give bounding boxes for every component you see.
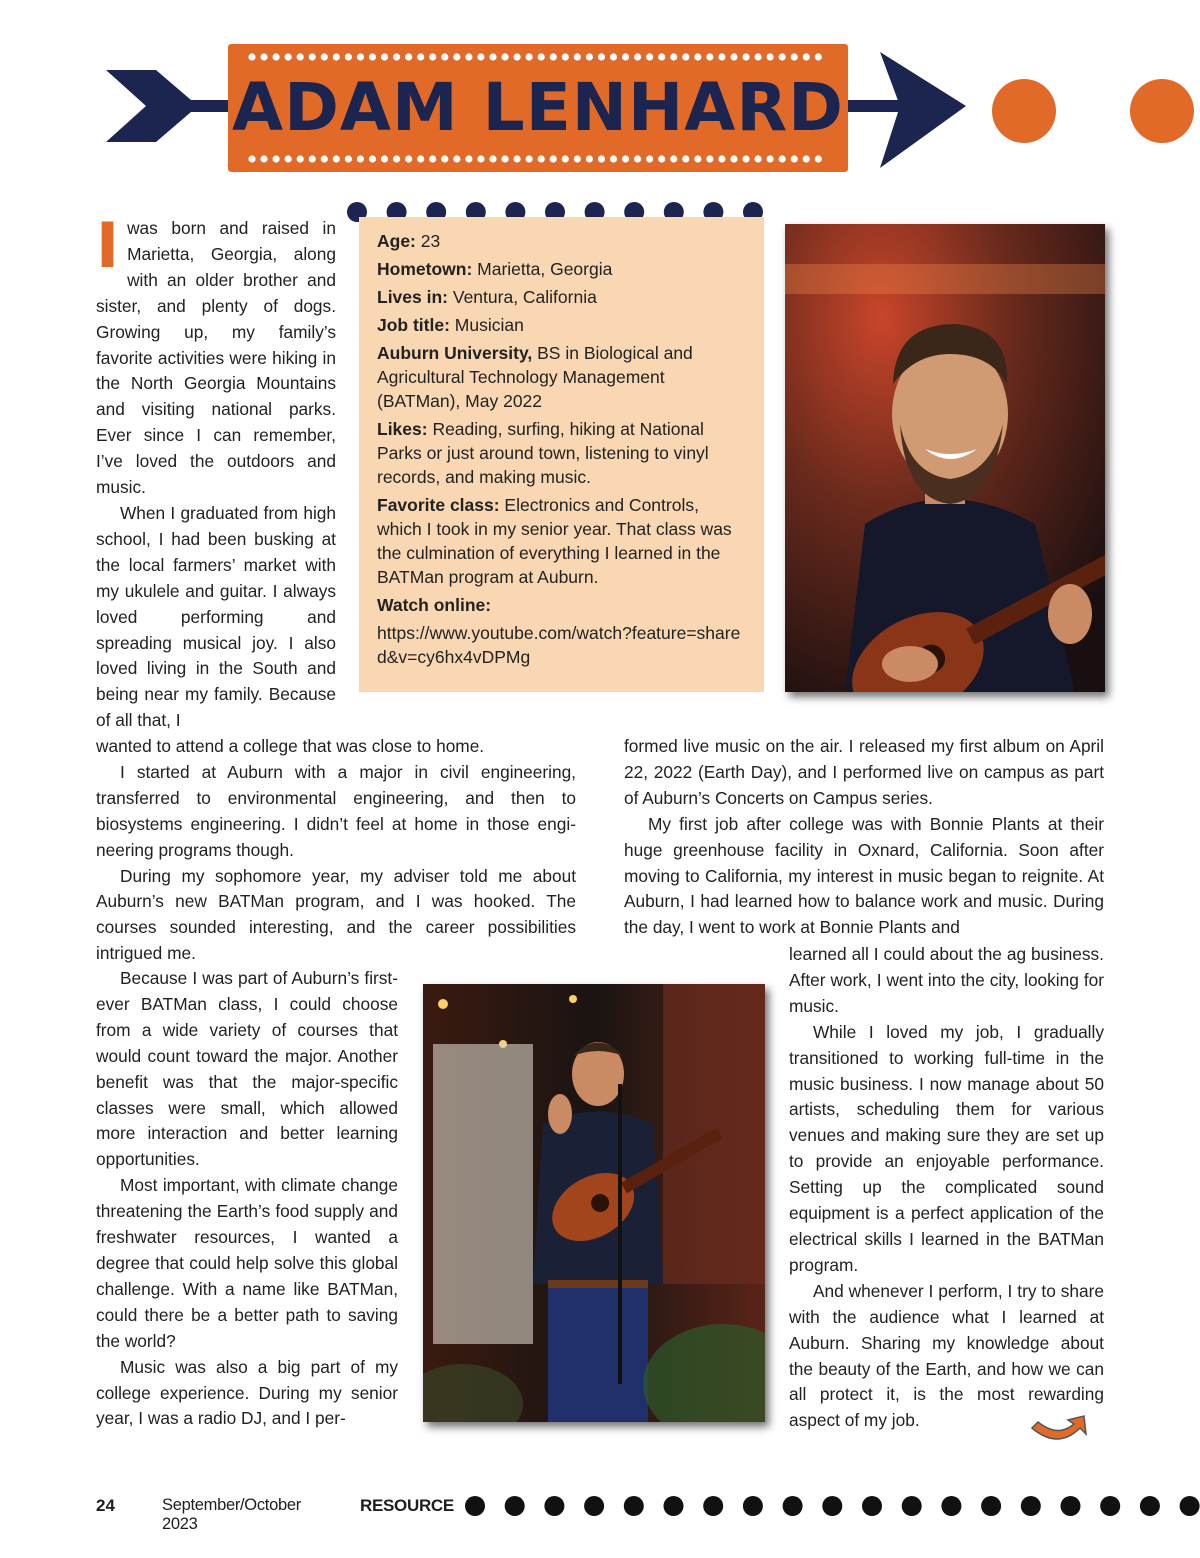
paragraph: learned all I could about the ag business. After work, I went into the city, looking for music. bbox=[789, 944, 1104, 1016]
issue-date: September/October 2023 bbox=[162, 1496, 301, 1533]
performance-photo bbox=[423, 984, 765, 1422]
banner-dots bbox=[246, 154, 830, 164]
paragraph: formed live music on the air. I released my first album on April 22, 2022 (Earth Day), and I performed live on campus as part of Auburn’s Concerts on Campus series. bbox=[624, 736, 1104, 808]
paragraph: Because I was part of Auburn’s first-ever BATMan class, I could choose from a wide variety of courses that would count toward the major. Another benefit was that the major-specific classes were small, which allowed more interaction and better learning opportunities. bbox=[96, 968, 398, 1170]
left-column-wide bbox=[96, 734, 576, 967]
info-watch-online: Watch online: bbox=[377, 595, 492, 615]
info-age: Age: 23 bbox=[377, 231, 441, 251]
info-favorite-class: Favorite class: Electronics and Controls, which I took in my senior year. That class was the culmination of everything I learned in the BATMan program at Auburn. bbox=[377, 495, 732, 587]
left-column-narrow bbox=[96, 966, 398, 1432]
info-lives-in: Lives in: Ventura, California bbox=[377, 287, 597, 307]
paragraph: Most important, with climate change threatening the Earth’s food supply and freshwater resources, I wanted a degree that could help solve this global challenge. With a name like BATMan, could there be a better path to saving the world? bbox=[96, 1175, 398, 1351]
paragraph: wanted to attend a college that was close to home. bbox=[96, 736, 485, 756]
intro-paragraph: When I graduated from high school, I had been busking at the local farmers’ market with my ukulele and guitar. I always loved performing and spreading musical joy. I also loved living in the South and being near my family. Because of all that, I bbox=[96, 502, 336, 731]
info-education: Auburn University, BS in Biological and Agricultural Technology Management (BATMan), May 2022 bbox=[377, 343, 693, 411]
portrait-photo bbox=[785, 224, 1105, 692]
paragraph: I started at Auburn with a major in civil engineering, transferred to environmental engineering, and then to biosystems engineering. I didn’t feel at home in those engineering programs though. bbox=[96, 761, 576, 860]
paragraph: My first job after college was with Bonnie Plants at their huge greenhouse facility in Oxnard, California. Soon after moving to California, my interest in music began to reignite. At Auburn, I had learned how to balance work and music. During the day, I went to work at Bonnie Plants and bbox=[624, 813, 1104, 938]
intro-column bbox=[96, 209, 336, 734]
info-job-title: Job title: Musician bbox=[377, 315, 524, 335]
page-title: ADAM LENHARD bbox=[232, 69, 844, 146]
drop-cap: I bbox=[96, 209, 120, 282]
paragraph: While I loved my job, I gradually transitioned to working full-time in the music business. I now manage about 50 artists, scheduling them for various venues and making sure they are set up to provide an enjoyable performance. Setting up the complicated sound equipment is a perfect application of the electrical skills I learned in the BATMan program. bbox=[789, 1021, 1104, 1275]
profile-info-box bbox=[359, 217, 764, 692]
magazine-name: RESOURCE bbox=[360, 1496, 454, 1515]
footer-dot-row bbox=[464, 1494, 1200, 1520]
page-number: 24 bbox=[96, 1496, 115, 1515]
watch-online-link[interactable]: https://www.youtube.com/watch?feature=shared&v=cy6hx4vDPMg bbox=[377, 623, 741, 667]
right-column-narrow bbox=[789, 942, 1104, 1434]
paragraph: During my sophomore year, my adviser told me about Auburn’s new BATMan program, and I was hooked. The courses sounded interesting, and the career possibilities intrigued me. bbox=[96, 865, 576, 964]
right-column-wide bbox=[624, 734, 1104, 941]
paragraph: Music was also a big part of my college experience. During my senior year, I was a radio DJ, and I per- bbox=[96, 1356, 398, 1429]
end-arrow-icon bbox=[1028, 1410, 1090, 1452]
orange-circle-decoration bbox=[1130, 79, 1194, 143]
info-hometown: Hometown: Marietta, Georgia bbox=[377, 259, 613, 279]
orange-circle-decoration bbox=[992, 79, 1056, 143]
paragraph: And whenever I perform, I try to share with the audience what I learned at Auburn. Sharing my knowledge about the beauty of the Earth, and how we can all protect it, is the most rewarding aspect of my job. bbox=[789, 1280, 1104, 1431]
banner-dots bbox=[246, 52, 830, 62]
info-likes: Likes: Reading, surfing, hiking at National Parks or just around town, listening to vinyl records, and making music. bbox=[377, 419, 709, 487]
title-banner bbox=[228, 44, 848, 172]
intro-paragraph: was born and raised in Marietta, Georgia, along with an older brother and sister, and plenty of dogs. Growing up, my family’s favorite activities were hiking in the North Georgia Mountains and visiting national parks. Ever since I can remember, I’ve loved the outdoors and music. bbox=[96, 218, 336, 498]
